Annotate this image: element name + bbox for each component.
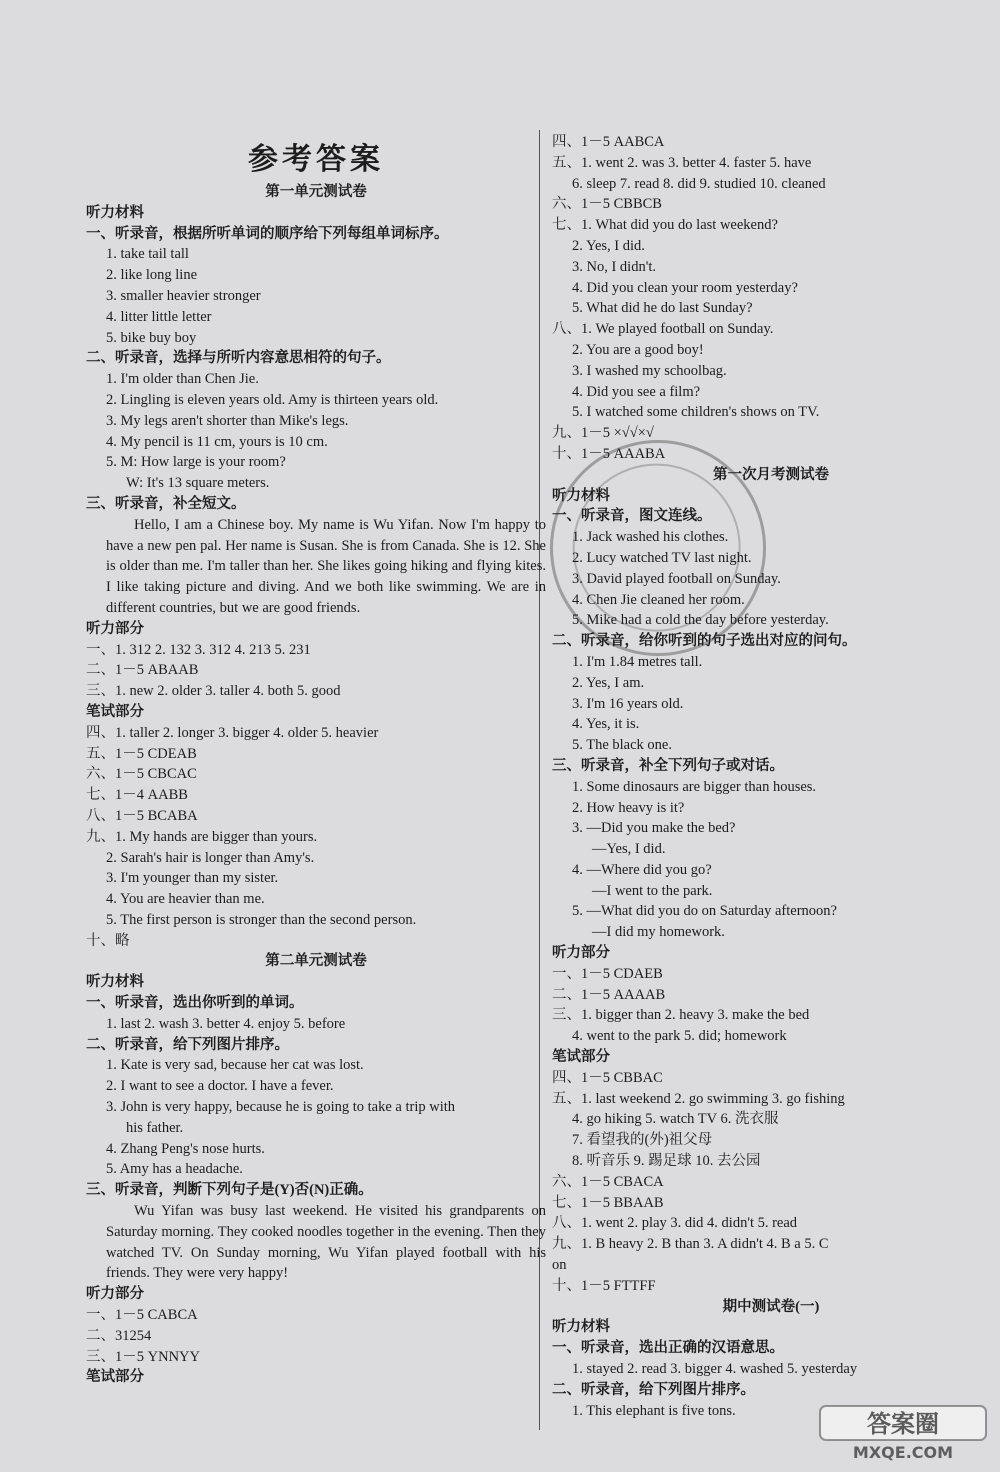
text-line: 6. sleep 7. read 8. did 9. studied 10. cleaned — [572, 175, 826, 192]
text-line: 五、1－5 CDEAB — [86, 745, 197, 762]
text-line: 二、听录音，给你听到的句子选出对应的问句。 — [552, 633, 857, 650]
text-line: 听力材料 — [86, 204, 144, 221]
text-line: 1. This elephant is five tons. — [572, 1402, 736, 1419]
text-line: 八、1. We played football on Sunday. — [552, 321, 774, 338]
text-line: 五、1. went 2. was 3. better 4. faster 5. have — [552, 154, 812, 171]
text-line: 二、听录音，给下列图片排序。 — [86, 1036, 289, 1053]
text-line: 十、1－5 FTTFF — [552, 1277, 656, 1294]
text-line: 5. What did he do last Sunday? — [572, 300, 753, 317]
text-line: 5. The black one. — [572, 737, 672, 754]
text-line: 3. I'm younger than my sister. — [106, 870, 279, 887]
text-line: 一、听录音，图文连线。 — [552, 508, 712, 525]
text-line: —I did my homework. — [592, 924, 725, 941]
text-line: 3. John is very happy, because he is going to take a trip with — [106, 1099, 455, 1116]
text-line: 4. My pencil is 11 cm, yours is 10 cm. — [106, 433, 328, 450]
page-title: 参考答案 — [248, 142, 384, 177]
text-line: 八、1. went 2. play 3. did 4. didn't 5. read — [552, 1215, 798, 1232]
text-line: 4. Chen Jie cleaned her room. — [572, 591, 745, 608]
text-line: 七、1. What did you do last weekend? — [552, 217, 778, 234]
text-line: 2. Lucy watched TV last night. — [572, 549, 752, 566]
text-line: 二、1－5 ABAAB — [86, 662, 199, 679]
text-line: 2. You are a good boy! — [572, 341, 704, 358]
text-line: 4. Zhang Peng's nose hurts. — [106, 1140, 265, 1157]
text-line: 二、听录音，选择与所听内容意思相符的句子。 — [86, 350, 391, 367]
text-line: 1. I'm 1.84 metres tall. — [572, 653, 703, 670]
text-line: 4. Did you see a film? — [572, 383, 701, 400]
text-line: 1. stayed 2. read 3. bigger 4. washed 5. yesterday — [572, 1361, 858, 1378]
left-column — [86, 120, 546, 1388]
text-line: 2. Yes, I am. — [572, 674, 645, 691]
text-line: 一、1－5 CDAEB — [552, 965, 663, 982]
text-line: 八、1－5 BCABA — [86, 807, 198, 824]
text-line: 听力部分 — [552, 945, 610, 962]
text-line: —Yes, I did. — [592, 841, 666, 858]
section-title-midterm: 期中测试卷(一) — [722, 1298, 820, 1315]
text-line: 听力部分 — [86, 620, 144, 637]
text-line: 2. like long line — [106, 267, 198, 284]
text-line: 七、1－5 BBAAB — [552, 1194, 664, 1211]
text-line: 5. M: How large is your room? — [106, 454, 286, 471]
text-line: 三、听录音，补全下列句子或对话。 — [552, 757, 784, 774]
text-line: 2. How heavy is it? — [572, 799, 685, 816]
text-line: 四、1－5 CBBAC — [552, 1069, 663, 1086]
text-line: 三、听录音，判断下列句子是(Y)否(N)正确。 — [86, 1182, 373, 1199]
text-line: on — [552, 1257, 567, 1274]
text-line: 4. Did you clean your room yesterday? — [572, 279, 798, 296]
text-line: 3. I'm 16 years old. — [572, 695, 684, 712]
text-line: 三、1. new 2. older 3. taller 4. both 5. good — [86, 683, 341, 700]
text-line: 4. go hiking 5. watch TV 6. 洗衣服 — [572, 1111, 779, 1128]
text-line: 7. 看望我的(外)祖父母 — [572, 1132, 713, 1149]
text-line: 2. Sarah's hair is longer than Amy's. — [106, 849, 315, 866]
text-line: 5. The first person is stronger than the second person. — [106, 911, 417, 928]
svg-text:MXQE.COM: MXQE.COM — [852, 1443, 954, 1462]
text-line: 3. —Did you make the bed? — [572, 820, 736, 837]
text-line: 九、1－5 ×√√×√ — [552, 425, 654, 442]
section-title-unit1: 第一单元测试卷 — [265, 184, 367, 200]
text-line: 三、1－5 YNNYY — [86, 1348, 200, 1365]
text-line: 2. Yes, I did. — [572, 237, 645, 254]
text-line: 1. Jack washed his clothes. — [572, 529, 729, 546]
text-line: 5. Amy has a headache. — [106, 1161, 243, 1178]
text-line: 4. litter little letter — [106, 308, 212, 325]
text-line: 5. Mike had a cold the day before yesterday. — [572, 612, 829, 629]
text-line: 3. No, I didn't. — [572, 258, 656, 275]
text-line: 笔试部分 — [86, 703, 144, 720]
text-line: his father. — [126, 1119, 184, 1136]
text-line: 十、略 — [86, 932, 130, 949]
text-line: 四、1. taller 2. longer 3. bigger 4. older 5. heavier — [86, 724, 379, 741]
text-line: 3. I washed my schoolbag. — [572, 362, 727, 379]
text-line: 一、1. 312 2. 132 3. 312 4. 213 5. 231 — [86, 641, 311, 658]
text-line: W: It's 13 square meters. — [126, 475, 270, 492]
text-line: 4. —Where did you go? — [572, 861, 712, 878]
text-line: 二、1－5 AAAAB — [552, 986, 666, 1003]
text-line: 九、1. B heavy 2. B than 3. A didn't 4. B a 5. C — [552, 1236, 829, 1253]
text-line: 一、听录音，选出正确的汉语意思。 — [552, 1340, 784, 1357]
text-line: 听力材料 — [552, 1319, 610, 1336]
text-line: 3. My legs aren't shorter than Mike's legs. — [106, 412, 349, 429]
passage-paragraph: Wu Yifan was busy last weekend. He visited his grandparents on Saturday morning. They cooked noodles together in the evening. Then they watched TV. On Sunday morning, Wu Yifan played football with his friends. They were very happy! — [106, 1203, 546, 1282]
text-line: 1. Some dinosaurs are bigger than houses. — [572, 778, 817, 795]
text-line: 1. take tail tall — [106, 246, 189, 263]
text-line: 3. David played football on Sunday. — [572, 570, 781, 587]
text-line: 2. I want to see a doctor. I have a fever. — [106, 1078, 334, 1095]
text-line: —I went to the park. — [592, 882, 713, 899]
text-line: 二、听录音，给下列图片排序。 — [552, 1381, 755, 1398]
text-line: 听力部分 — [86, 1286, 144, 1303]
text-line: 三、听录音，补全短文。 — [86, 495, 246, 512]
text-line: 4. You are heavier than me. — [106, 891, 265, 908]
text-line: 一、听录音，选出你听到的单词。 — [86, 995, 304, 1012]
text-line: 二、31254 — [86, 1327, 152, 1344]
text-line: 4. Yes, it is. — [572, 716, 640, 733]
text-line: 五、1. last weekend 2. go swimming 3. go fishing — [552, 1090, 845, 1107]
text-line: 听力材料 — [86, 974, 144, 991]
answer-page — [70, 120, 990, 1460]
section-title-monthly: 第一次月考测试卷 — [713, 466, 829, 483]
text-line: 六、1－5 CBBCB — [552, 196, 662, 213]
text-line: 3. smaller heavier stronger — [106, 287, 261, 304]
text-line: 十、1－5 AAABA — [552, 445, 666, 462]
text-line: 三、1. bigger than 2. heavy 3. make the bed — [552, 1007, 810, 1024]
text-line: 5. bike buy boy — [106, 329, 197, 346]
text-line: 六、1－5 CBCAC — [86, 766, 197, 783]
text-line: 笔试部分 — [86, 1369, 144, 1386]
text-line: 1. last 2. wash 3. better 4. enjoy 5. before — [106, 1015, 346, 1032]
text-line: 1. I'm older than Chen Jie. — [106, 371, 259, 388]
section-title-unit2: 第二单元测试卷 — [265, 953, 367, 970]
text-line: 四、1－5 AABCA — [552, 134, 665, 150]
text-line: 听力材料 — [552, 487, 610, 504]
text-line: 笔试部分 — [552, 1049, 610, 1066]
right-column — [552, 132, 990, 1421]
site-logo-watermark — [818, 1404, 988, 1464]
text-line: 1. Kate is very sad, because her cat was lost. — [106, 1057, 364, 1074]
text-line: 2. Lingling is eleven years old. Amy is thirteen years old. — [106, 391, 439, 408]
text-line: 六、1－5 CBACA — [552, 1173, 664, 1190]
text-line: 5. I watched some children's shows on TV. — [572, 404, 820, 421]
text-line: 一、听录音，根据所听单词的顺序给下列每组单词标序。 — [86, 225, 449, 242]
text-line: 一、1－5 CABCA — [86, 1307, 198, 1324]
svg-text:答案圈: 答案圈 — [867, 1410, 939, 1438]
text-line: 4. went to the park 5. did; homework — [572, 1028, 787, 1045]
text-line: 九、1. My hands are bigger than yours. — [86, 828, 318, 845]
text-line: 七、1－4 AABB — [86, 787, 188, 804]
text-line: 5. —What did you do on Saturday afternoon? — [572, 903, 837, 920]
text-line: 8. 听音乐 9. 踢足球 10. 去公园 — [572, 1153, 761, 1170]
passage-paragraph: Hello, I am a Chinese boy. My name is Wu Yifan. Now I'm happy to have a new pen pal. Her name is Susan. She is from Canada. She is 12. She is older than me. I'm taller than her. She likes going hiking and flying kites. I like taking picture and diving. And we both like swimming. We are in different countries, but we are good friends. — [106, 516, 546, 616]
